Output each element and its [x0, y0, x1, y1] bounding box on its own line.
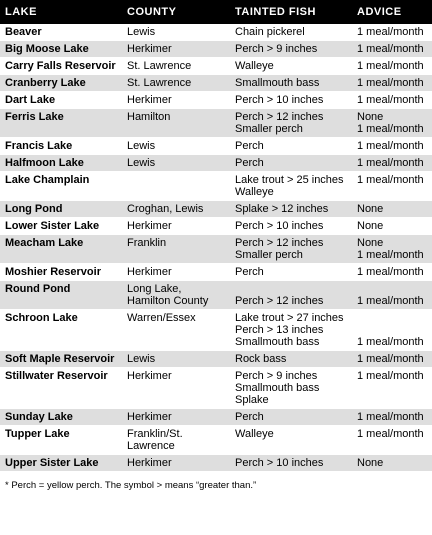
county-cell-line: Lewis	[127, 26, 156, 38]
lake-name: Beaver	[5, 26, 42, 38]
advice-cell	[352, 351, 432, 367]
table-row	[0, 201, 432, 218]
header-tainted-fish: TAINTED FISH	[235, 6, 316, 18]
county-cell-line: Lewis	[127, 353, 156, 365]
tainted-fish-cell	[230, 75, 352, 91]
tainted-fish-cell	[230, 409, 352, 425]
advice-cell-line: 1 meal/month	[357, 249, 424, 261]
tainted-fish-cell-line: Rock bass	[235, 353, 287, 365]
county-cell	[122, 235, 230, 263]
county-cell-line: Herkimer	[127, 266, 172, 278]
advice-cell-line: 1 meal/month	[357, 43, 424, 55]
county-cell	[122, 281, 230, 309]
advice-cell	[352, 75, 432, 91]
lake-name: Meacham Lake	[5, 237, 84, 249]
county-cell-line	[127, 174, 225, 186]
tainted-fish-cell	[230, 172, 352, 200]
lake-name: Long Pond	[5, 203, 63, 215]
advice-cell	[352, 24, 432, 40]
county-cell-line: Herkimer	[127, 370, 172, 382]
advice-cell	[352, 409, 432, 425]
lake-name: Tupper Lake	[5, 428, 70, 440]
county-cell	[122, 426, 230, 454]
tainted-fish-cell	[230, 218, 352, 234]
tainted-fish-cell-line: Chain pickerel	[235, 26, 305, 38]
county-cell	[122, 409, 230, 425]
county-cell	[122, 155, 230, 171]
advice-cell-line: None	[357, 220, 384, 232]
tainted-fish-cell	[230, 281, 352, 309]
lake-name: Cranberry Lake	[5, 77, 86, 89]
tainted-fish-cell	[230, 264, 352, 280]
advice-cell	[352, 155, 432, 171]
county-cell-line: Herkimer	[127, 43, 172, 55]
tainted-fish-cell-line: Smallmouth bass	[235, 382, 320, 394]
county-cell-line: Croghan, Lewis	[127, 203, 204, 215]
advice-cell-line: None	[357, 203, 384, 215]
county-cell	[122, 310, 230, 350]
tainted-fish-cell-line: Walleye	[235, 428, 274, 440]
header-advice: ADVICE	[357, 6, 402, 18]
advice-cell	[352, 201, 432, 217]
table-row	[0, 264, 432, 281]
advice-cell-line: 1 meal/month	[357, 140, 424, 152]
tainted-fish-cell	[230, 138, 352, 154]
tainted-fish-cell-line: Smaller perch	[235, 249, 303, 261]
advice-cell-line: None	[357, 237, 384, 249]
advice-cell-line: 1 meal/month	[357, 370, 424, 382]
county-cell	[122, 75, 230, 91]
advice-cell	[352, 455, 432, 471]
table-row	[0, 281, 432, 310]
lake-name: Carry Falls Reservoir	[5, 60, 116, 72]
advice-cell-line: 1 meal/month	[357, 353, 424, 365]
advice-cell-line	[357, 312, 427, 324]
tainted-fish-cell-line: Perch > 12 inches	[235, 237, 324, 249]
county-cell-line: Warren/Essex	[127, 312, 196, 324]
tainted-fish-cell	[230, 235, 352, 263]
advice-cell	[352, 138, 432, 154]
county-cell-line: St. Lawrence	[127, 60, 192, 72]
table-row	[0, 455, 432, 472]
advice-cell-line: None	[357, 111, 384, 123]
table-row	[0, 218, 432, 235]
lake-name: Ferris Lake	[5, 111, 64, 123]
county-cell	[122, 218, 230, 234]
county-cell	[122, 138, 230, 154]
county-cell-line: Herkimer	[127, 457, 172, 469]
tainted-fish-cell	[230, 201, 352, 217]
county-cell	[122, 92, 230, 108]
table-row	[0, 41, 432, 58]
table-header	[0, 0, 432, 24]
tainted-fish-cell	[230, 368, 352, 408]
county-cell-line: Hamilton	[127, 111, 171, 123]
tainted-fish-cell	[230, 92, 352, 108]
table-row	[0, 75, 432, 92]
county-cell	[122, 58, 230, 74]
tainted-fish-cell-line: Splake	[235, 394, 269, 406]
county-cell-line: Franklin	[127, 237, 167, 249]
advice-cell	[352, 218, 432, 234]
tainted-fish-cell-line: Smallmouth bass	[235, 77, 320, 89]
lake-name: Moshier Reservoir	[5, 266, 101, 278]
table-row	[0, 92, 432, 109]
tainted-fish-cell	[230, 351, 352, 367]
advice-cell-line: 1 meal/month	[357, 60, 424, 72]
lake-name: Lower Sister Lake	[5, 220, 100, 232]
advice-cell-line: 1 meal/month	[357, 295, 424, 307]
tainted-fish-cell-line: Perch > 12 inches	[235, 295, 324, 307]
tainted-fish-cell-line: Perch	[235, 411, 264, 423]
tainted-fish-cell	[230, 24, 352, 40]
tainted-fish-cell-line: Perch > 10 inches	[235, 457, 324, 469]
tainted-fish-cell-line: Perch > 9 inches	[235, 370, 318, 382]
tainted-fish-cell-line: Lake trout > 27 inches	[235, 312, 344, 324]
tainted-fish-cell-line: Smaller perch	[235, 123, 303, 135]
advice-cell-line: 1 meal/month	[357, 266, 424, 278]
table-body	[0, 24, 432, 472]
advice-cell-line	[357, 283, 427, 295]
table-row	[0, 109, 432, 138]
table-row	[0, 235, 432, 264]
county-cell	[122, 455, 230, 471]
county-cell-line: Long Lake,	[127, 283, 182, 295]
county-cell	[122, 172, 230, 200]
table-row	[0, 155, 432, 172]
advice-cell-line: 1 meal/month	[357, 26, 424, 38]
tainted-fish-cell	[230, 155, 352, 171]
lake-name: Stillwater Reservoir	[5, 370, 108, 382]
tainted-fish-cell	[230, 455, 352, 471]
tainted-fish-cell-line: Perch > 13 inches	[235, 324, 324, 336]
tainted-fish-cell-line: Walleye	[235, 60, 274, 72]
tainted-fish-cell-line: Splake > 12 inches	[235, 203, 329, 215]
tainted-fish-cell-line: Perch > 10 inches	[235, 94, 324, 106]
table-row	[0, 58, 432, 75]
advice-cell	[352, 58, 432, 74]
lake-name: Soft Maple Reservoir	[5, 353, 115, 365]
county-cell-line: Herkimer	[127, 411, 172, 423]
table-row	[0, 138, 432, 155]
county-cell-line: Franklin/St. Lawrence	[127, 428, 183, 452]
tainted-fish-cell	[230, 58, 352, 74]
advice-cell-line: 1 meal/month	[357, 123, 424, 135]
county-cell-line: Herkimer	[127, 220, 172, 232]
tainted-fish-cell-line: Perch	[235, 157, 264, 169]
lake-name: Upper Sister Lake	[5, 457, 99, 469]
table-row	[0, 409, 432, 426]
county-cell	[122, 24, 230, 40]
county-cell	[122, 201, 230, 217]
tainted-fish-cell	[230, 426, 352, 454]
advice-cell-line: 1 meal/month	[357, 336, 424, 348]
table-row	[0, 426, 432, 455]
advice-cell	[352, 310, 432, 350]
county-cell	[122, 368, 230, 408]
advice-cell	[352, 264, 432, 280]
lake-name: Lake Champlain	[5, 174, 90, 186]
table-row	[0, 172, 432, 201]
tainted-fish-cell-line: Perch	[235, 266, 264, 278]
advice-cell	[352, 92, 432, 108]
advice-cell	[352, 426, 432, 454]
table-row	[0, 310, 432, 351]
advice-cell-line: 1 meal/month	[357, 77, 424, 89]
county-cell	[122, 41, 230, 57]
advice-cell-line: None	[357, 457, 384, 469]
county-cell-line: St. Lawrence	[127, 77, 192, 89]
lake-name: Sunday Lake	[5, 411, 73, 423]
county-cell	[122, 351, 230, 367]
county-cell-line: Herkimer	[127, 94, 172, 106]
lake-name: Halfmoon Lake	[5, 157, 84, 169]
advice-cell	[352, 41, 432, 57]
table-row	[0, 351, 432, 368]
lake-name: Schroon Lake	[5, 312, 78, 324]
tainted-fish-cell-line: Perch > 10 inches	[235, 220, 324, 232]
tainted-fish-cell	[230, 109, 352, 137]
advice-cell	[352, 368, 432, 408]
tainted-fish-cell-line: Smallmouth bass	[235, 336, 320, 348]
tainted-fish-cell	[230, 310, 352, 350]
table-row	[0, 24, 432, 41]
county-cell	[122, 264, 230, 280]
tainted-fish-cell-line: Walleye	[235, 186, 274, 198]
lake-name: Dart Lake	[5, 94, 56, 106]
advice-cell	[352, 281, 432, 309]
county-cell	[122, 109, 230, 137]
header-lake: LAKE	[5, 6, 37, 18]
advice-cell	[352, 235, 432, 263]
tainted-fish-cell-line: Perch > 9 inches	[235, 43, 318, 55]
tainted-fish-cell	[230, 41, 352, 57]
advice-cell	[352, 109, 432, 137]
tainted-fish-cell-line	[235, 283, 347, 295]
footnote: * Perch = yellow perch. The symbol > means “greater than.”	[5, 480, 257, 491]
lake-name: Francis Lake	[5, 140, 73, 152]
advice-cell	[352, 172, 432, 200]
advice-cell-line: 1 meal/month	[357, 428, 424, 440]
advice-cell-line	[357, 324, 427, 336]
table-row	[0, 368, 432, 409]
lake-name: Big Moose Lake	[5, 43, 89, 55]
header-county: COUNTY	[127, 6, 177, 18]
advice-cell-line: 1 meal/month	[357, 94, 424, 106]
county-cell-line: Hamilton County	[127, 295, 209, 307]
county-cell-line: Lewis	[127, 157, 156, 169]
lake-name: Round Pond	[5, 283, 71, 295]
advice-cell-line: 1 meal/month	[357, 411, 424, 423]
tainted-fish-cell-line: Perch > 12 inches	[235, 111, 324, 123]
advice-cell-line: 1 meal/month	[357, 157, 424, 169]
tainted-fish-cell-line: Perch	[235, 140, 264, 152]
advice-cell-line: 1 meal/month	[357, 174, 424, 186]
county-cell-line: Lewis	[127, 140, 156, 152]
tainted-fish-cell-line: Lake trout > 25 inches	[235, 174, 344, 186]
